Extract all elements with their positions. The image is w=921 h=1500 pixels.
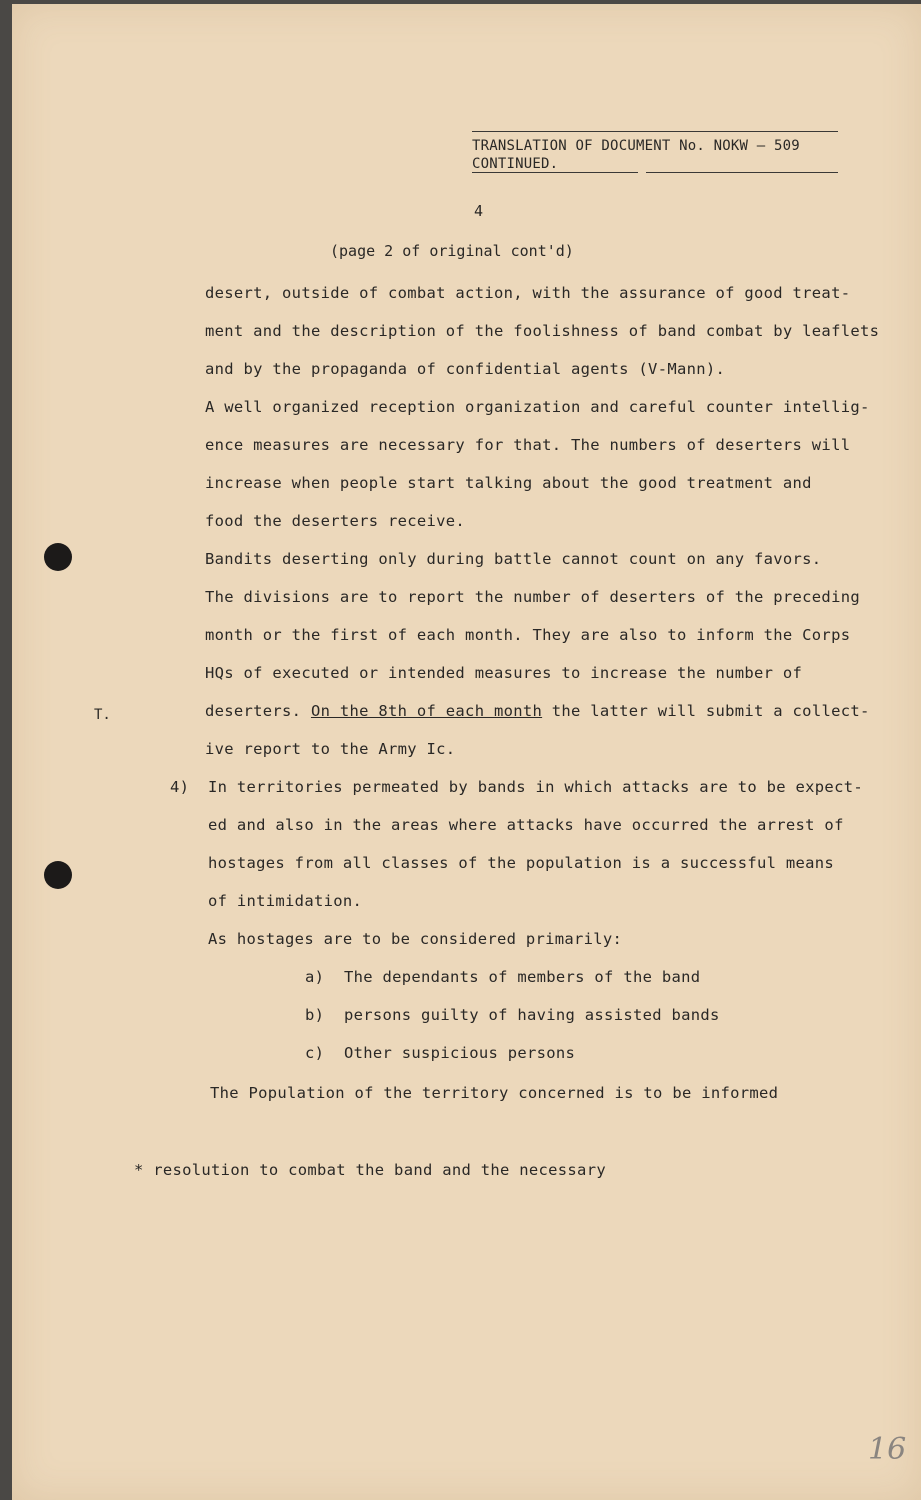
body-line: The divisions are to report the number of deserters of the preceding bbox=[205, 588, 860, 606]
list-item-label: a) bbox=[305, 968, 325, 986]
item-number: 4) bbox=[170, 778, 190, 796]
body-line: ive report to the Army Ic. bbox=[205, 740, 456, 758]
header-title: TRANSLATION OF DOCUMENT No. NOKW – 509 bbox=[472, 138, 800, 154]
margin-mark: T. bbox=[94, 707, 111, 723]
document-page bbox=[12, 4, 921, 1500]
body-line: month or the first of each month. They are also to inform the Corps bbox=[205, 626, 851, 644]
header-continued: CONTINUED. bbox=[472, 156, 638, 173]
body-line: desert, outside of combat action, with the assurance of good treat- bbox=[205, 284, 851, 302]
deserters-line bbox=[205, 702, 870, 720]
body-line: Bandits deserting only during battle cannot count on any favors. bbox=[205, 550, 822, 568]
list-item-text: persons guilty of having assisted bands bbox=[344, 1006, 720, 1024]
deserters-line-after: the latter will submit a collect- bbox=[542, 702, 870, 720]
body-line: increase when people start talking about the good treatment and bbox=[205, 474, 812, 492]
document-header bbox=[472, 131, 838, 173]
deserters-line-before: deserters. bbox=[205, 702, 311, 720]
underlined-date: On the 8th of each month bbox=[310, 702, 543, 720]
body-line: food the deserters receive. bbox=[205, 512, 466, 530]
list-item-text: The dependants of members of the band bbox=[344, 968, 701, 986]
body-line: ment and the description of the foolishness of band combat by leaflets bbox=[205, 322, 880, 340]
list-item-text: Other suspicious persons bbox=[344, 1044, 576, 1062]
punch-hole bbox=[44, 861, 72, 889]
punch-hole bbox=[44, 543, 72, 571]
item-line: hostages from all classes of the population is a successful means bbox=[208, 854, 835, 872]
list-item-label: c) bbox=[305, 1044, 325, 1062]
item-line: ed and also in the areas where attacks have occurred the arrest of bbox=[208, 816, 844, 834]
footnote: * resolution to combat the band and the necessary bbox=[134, 1161, 606, 1179]
body-line: ence measures are necessary for that. The numbers of deserters will bbox=[205, 436, 851, 454]
handwritten-page-number: 16 bbox=[868, 1432, 907, 1467]
body-line: A well organized reception organization and careful counter intellig- bbox=[205, 398, 870, 416]
page-number: 4 bbox=[474, 202, 484, 220]
body-line: HQs of executed or intended measures to increase the number of bbox=[205, 664, 803, 682]
population-line: The Population of the territory concerned is to be informed bbox=[210, 1084, 779, 1102]
hostages-intro: As hostages are to be considered primarily: bbox=[208, 930, 623, 948]
body-line: and by the propaganda of confidential agents (V-Mann). bbox=[205, 360, 726, 378]
item-line: In territories permeated by bands in which attacks are to be expect- bbox=[208, 778, 863, 796]
item-line: of intimidation. bbox=[208, 892, 363, 910]
page-reference: (page 2 of original cont'd) bbox=[330, 242, 574, 260]
list-item-label: b) bbox=[305, 1006, 325, 1024]
